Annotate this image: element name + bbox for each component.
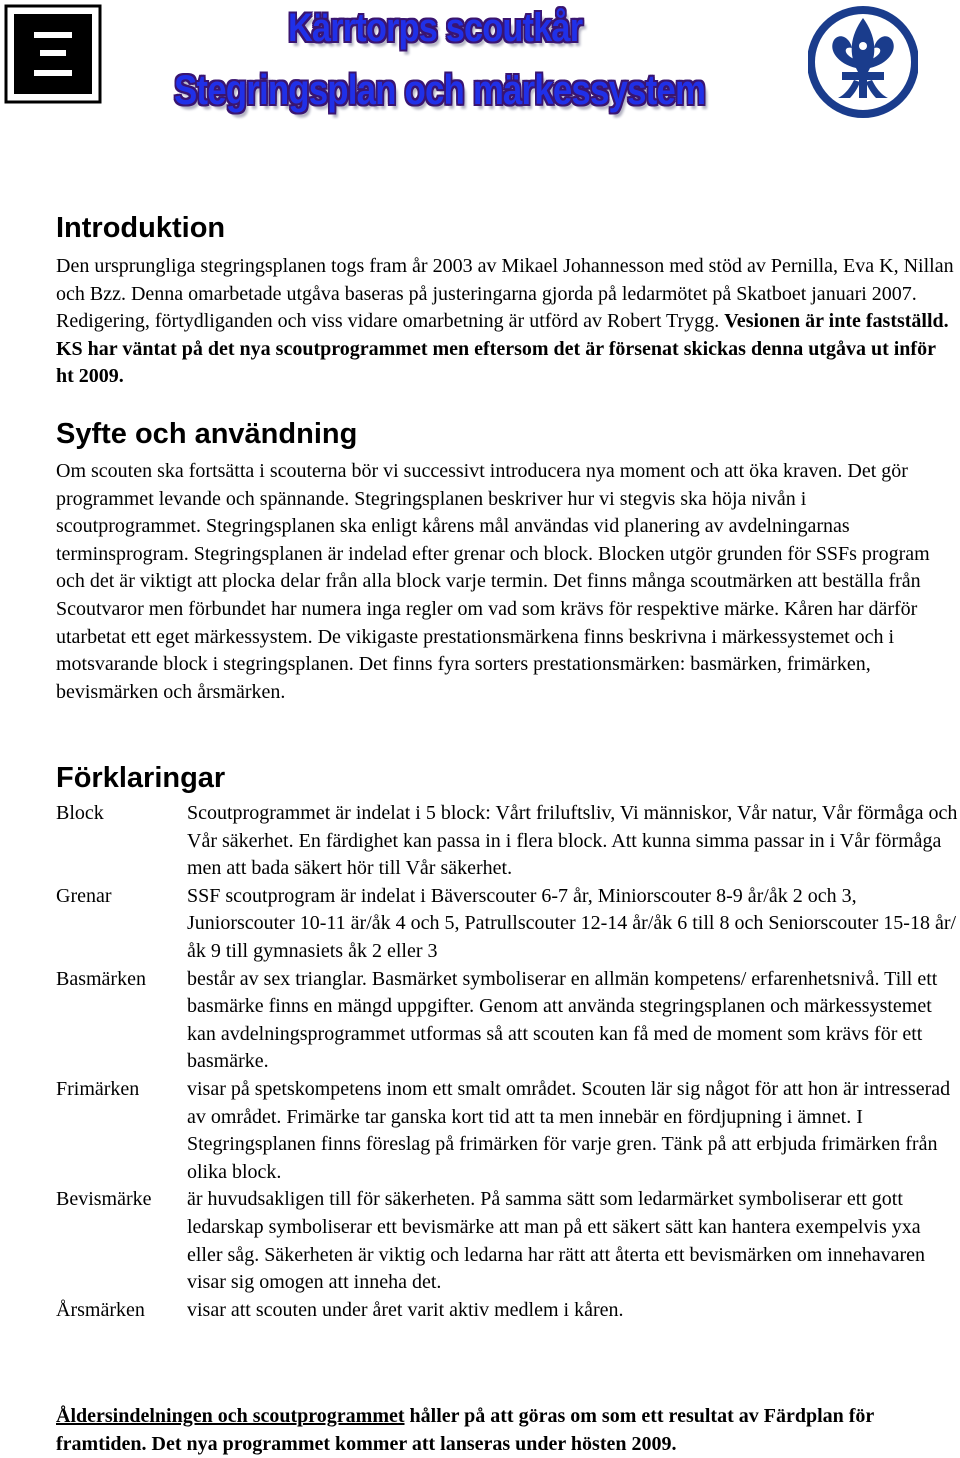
scout-lily-emblem-icon: [808, 2, 918, 122]
term-label: Bevismärke: [56, 1188, 152, 1211]
square-logo-icon: [4, 4, 102, 104]
term-definition: visar på spetskompetens inom ett smalt området. Scouten lär sig något för att hon är intresserad av området. Frimärke tar ganska kort tid att ta men innebär en fördjupning i ämnet. I Stegringsplanen finns föreslag på frimärken för varje gren. Tänk på att erbjuda frimärken från olika block.: [187, 1077, 951, 1183]
term-label: Årsmärken: [56, 1298, 145, 1321]
term-label: Grenar: [56, 884, 112, 907]
banner-subtitle: Stegringsplan och märkessystem: [174, 66, 706, 113]
term-definition: SSF scoutprogram är indelat i Bäverscouter 6-7 år, Miniorscouter 8-9 år/åk 2 och 3, Juniorscouter 10-11 är/åk 4 och 5, Patrullscouter 12-14 år/åk 6 till 8 och Seniorscouter 15-18 år/åk 9 till gymnasiets åk 2 eller 3: [187, 884, 957, 962]
definition-row: [56, 800, 960, 883]
term-label: Basmärken: [56, 967, 146, 990]
syfte-paragraph: Om scouten ska fortsätta i scouterna bör vi successivt introducera nya moment och att öka kraven. Det gör programmet levande och spännande. Stegringsplanen beskriver hur vi stegvis ska höja nivån i scoutprogrammet. Stegringsplanen ska enligt kårens mål användas vid planering av avdelningarnas terminsprogram. Stegringsplanen är indelad efter grenar och block. Blocken utgör grunden för SSFs program och det är viktigt att plocka delar från alla block varje termin. Det finns många scoutmärken att beställa från Scoutvaror men förbundet har numera inga regler om vad som krävs för respektive märke. Kåren har därför utarbetat ett eget märkessystem. De vikigaste prestationsmärkena finns beskrivna i märkessystemet och i motsvarande block i stegringsplanen. Det finns fyra sorters prestationsmärken: basmärken, frimärken, bevismärken och årsmärken.: [56, 460, 930, 703]
intro-bold-text: Vesionen är inte fastställd. KS har väntat på det nya scoutprogrammet men eftersom det är försenat skickas denna utgåva ut inför ht 2009.: [56, 310, 949, 388]
footer-note: [56, 1403, 956, 1458]
term-label: Block: [56, 802, 104, 824]
banner-title: Kärrtorps scoutkår: [288, 6, 583, 50]
intro-paragraph: [56, 253, 956, 391]
term-definition: visar att scouten under året varit aktiv medlem i kåren.: [187, 1298, 624, 1321]
term-definition: består av sex trianglar. Basmärket symboliserar en allmän kompetens/ erfarenhetsnivå. Till ett basmärke finns en mängd uppgifter. Genom att använda stegringsplanen och märkessystemet kan avdelningsprogrammet utformas så att scouten kan få med de moment som krävs för ett basmärke.: [187, 967, 938, 1073]
footer-text: håller på att göras om som ett resultat av Färdplan för framtiden. Det nya programmet kommer att lanseras under hösten 2009.: [56, 1405, 874, 1455]
definition-row: [56, 1297, 960, 1325]
definition-row: [56, 883, 960, 966]
term-label: Frimärken: [56, 1077, 140, 1100]
definition-row: [56, 1186, 960, 1296]
heading-introduktion: Introduktion: [56, 212, 226, 244]
definition-row: [56, 1076, 960, 1186]
term-definition: är huvudsakligen till för säkerheten. På samma sätt som ledarmärket symboliserar ett gott ledarskap symboliserar ett bevismärke att man på ett säkert sätt kan hantera exempelvis yxa eller såg. Säkerheten är viktig och ledarna har rätt att återta ett bevismärken om innehavaren visar sig omogen att inneha det.: [187, 1188, 926, 1294]
definition-list: [56, 800, 960, 1324]
title-banner: [170, 2, 770, 132]
heading-forklaringar: Förklaringar: [56, 762, 226, 794]
heading-syfte: Syfte och användning: [56, 418, 358, 450]
page-header: [0, 0, 960, 140]
term-definition: Scoutprogrammet är indelat i 5 block: Vårt friluftsliv, Vi människor, Vår natur, Vår förmåga och Vår säkerhet. En färdighet kan passa in i flera block. Att kunna simma passar in i Vår förmåga men att bada säkert hör till Vår säkerhet.: [187, 802, 958, 880]
footer-underlined-text: Åldersindelningen och scoutprogrammet: [56, 1405, 405, 1427]
definition-row: [56, 966, 960, 1076]
intro-text: Den ursprungliga stegringsplanen togs fram år 2003 av Mikael Johannesson med stöd av Pernilla, Eva K, Nillan och Bzz. Denna omarbetade utgåva baseras på justeringarna gjorda på ledarmötet på Skatboet januari 2007. Redigering, förtydliganden och viss vidare omarbetning är utförd av Robert Trygg.: [56, 255, 954, 333]
